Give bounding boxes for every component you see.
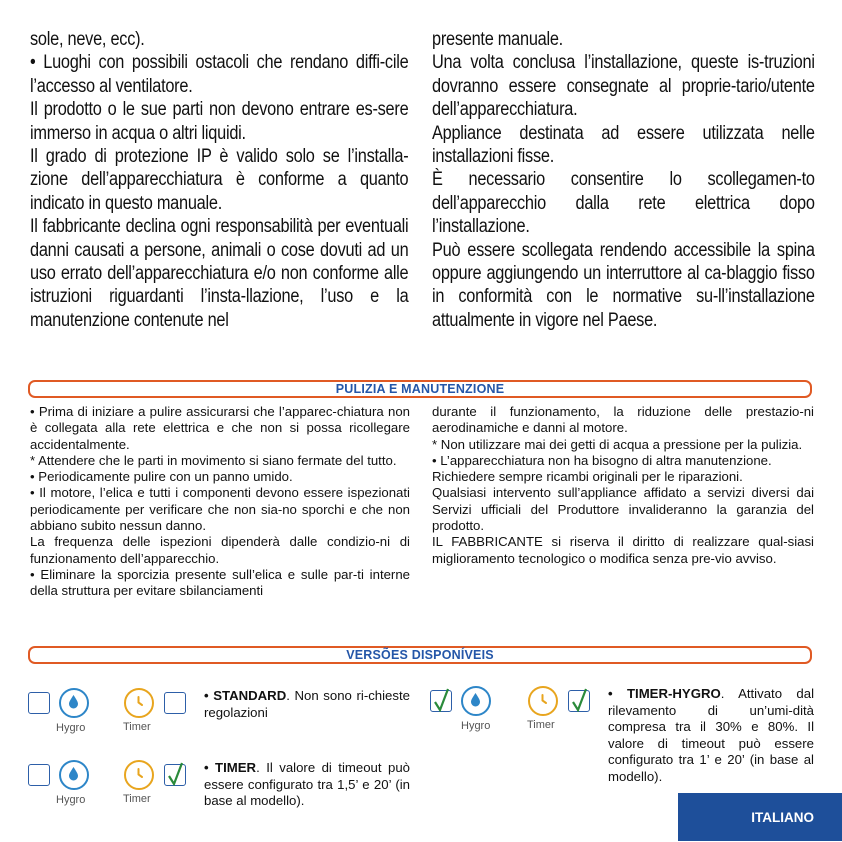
timer-checkbox bbox=[568, 690, 590, 712]
language-tab: ITALIANO bbox=[678, 793, 842, 841]
top-right-column bbox=[432, 28, 815, 332]
timer-checkbox bbox=[164, 764, 186, 786]
hygro-checkbox bbox=[28, 692, 50, 714]
version-desc: . Il valore di timeout può essere configurato tra 1,5’ e 20’ (in base al modello). bbox=[204, 760, 410, 808]
top-left-column bbox=[30, 28, 408, 332]
version-icons-timer bbox=[28, 760, 198, 810]
paragraph: Il fabbricante declina ogni responsabilità per eventuali danni causati a persone, animali o cose dovuti ad un uso errato dell’apparecchiatura e/o non conforme alle istruzioni riguardanti l’insta-llazione, l’uso e la manutenzione contenute nel bbox=[30, 216, 409, 331]
pulizia-right-column bbox=[432, 404, 814, 567]
paragraph: La frequenza delle ispezioni dipenderà dalle condizio-ni di funzionamento dell’apparecchio. bbox=[30, 534, 410, 566]
paragraph: • Luoghi con possibili ostacoli che rendano diffi-cile l’accesso al ventilatore. bbox=[30, 52, 409, 97]
hygro-checkbox bbox=[28, 764, 50, 786]
version-text-timer-hygro bbox=[608, 686, 814, 785]
version-name: • TIMER bbox=[204, 760, 257, 775]
paragraph: Il prodotto o le sue parti non devono entrare es-sere immerso in acqua o altri liquidi. bbox=[30, 99, 409, 144]
version-text-standard bbox=[204, 688, 410, 721]
pulizia-left-column bbox=[30, 404, 410, 600]
timer-checkbox bbox=[164, 692, 186, 714]
paragraph: IL FABBRICANTE si riserva il diritto di realizzare qual-siasi miglioramento tecnologico o modifica senza pre-vio avviso. bbox=[432, 534, 814, 566]
water-drop-icon bbox=[59, 760, 89, 790]
version-desc: . Non sono ri-chieste regolazioni bbox=[204, 688, 410, 720]
paragraph: • L’apparecchiatura non ha bisogno di altra manutenzione. bbox=[432, 452, 772, 468]
clock-icon bbox=[124, 688, 154, 718]
paragraph: • Periodicamente pulire con un panno umido. bbox=[30, 469, 293, 485]
timer-label: Timer bbox=[123, 721, 151, 733]
paragraph: Appliance destinata ad essere utilizzata nelle installazioni fisse. bbox=[432, 122, 815, 168]
paragraph: Il grado di protezione IP è valido solo se l’installa-zione dell’apparecchiatura è conforme a quanto indicato in questo manuale. bbox=[30, 146, 409, 214]
timer-label: Timer bbox=[123, 793, 151, 805]
paragraph: Qualsiasi intervento sull’appliance affidato a servizi diversi dai Servizi ufficiali del Produttore invalideranno la garanzia del prodotto. bbox=[432, 485, 814, 534]
paragraph: È necessario consentire lo scollegamen-to dell’apparecchio dalla rete elettrica dopo l’installazione. bbox=[432, 169, 815, 238]
version-desc: . Attivato dal rilevamento di un’umi-dità compresa tra il 30% e 80%. Il valore di timeout può essere configurato tra 1’ e 20’ (in base al modello). bbox=[608, 686, 815, 784]
version-name: • STANDARD bbox=[204, 688, 287, 703]
paragraph: durante il funzionamento, la riduzione delle prestazio-ni aerodinamiche e danni al motore. bbox=[432, 404, 814, 436]
section-title-versioni: VERSÕES DISPONÍVEIS bbox=[28, 646, 812, 664]
paragraph: * Non utilizzare mai dei getti di acqua a pressione per la pulizia. bbox=[432, 436, 803, 452]
hygro-checkbox bbox=[430, 690, 452, 712]
clock-icon bbox=[528, 686, 558, 716]
version-icons-timer-hygro bbox=[430, 686, 600, 736]
version-name: • TIMER-HYGRO bbox=[608, 686, 721, 701]
section-title-pulizia: PULIZIA E MANUTENZIONE bbox=[28, 380, 812, 398]
timer-label: Timer bbox=[527, 719, 555, 731]
paragraph: • Prima di iniziare a pulire assicurarsi che l’apparec-chiatura non è collegata alla rete elettrica e che non si possa ricollegare accidentalmente. bbox=[30, 404, 410, 452]
paragraph: sole, neve, ecc). bbox=[30, 29, 145, 50]
water-drop-icon bbox=[59, 688, 89, 718]
paragraph: • Il motore, l’elica e tutti i componenti devono essere ispezionati periodicamente per verificare che non sia-no sporchi e che non abbiano subito nessun danno. bbox=[30, 485, 410, 534]
version-icons-standard bbox=[28, 688, 198, 738]
hygro-label: Hygro bbox=[461, 720, 491, 732]
hygro-label: Hygro bbox=[56, 722, 86, 734]
version-text-timer bbox=[204, 760, 410, 810]
water-drop-icon bbox=[461, 686, 491, 716]
paragraph: Una volta conclusa l’installazione, queste is-truzioni dovranno essere consegnate al proprie-tario/utente dell’apparecchiatura. bbox=[432, 52, 815, 121]
clock-icon bbox=[124, 760, 154, 790]
paragraph: Può essere scollegata rendendo accessibile la spina oppure aggiungendo un interruttore al ca-blaggio fisso in conformità con le normative su-ll’installazione attualmente in vigore nel Paese. bbox=[432, 239, 815, 331]
paragraph: presente manuale. bbox=[432, 29, 563, 50]
paragraph: • Eliminare la sporcizia presente sull’elica e sulle par-ti interne della struttura per evitare sbilanciamenti bbox=[30, 566, 410, 599]
paragraph: * Attendere che le parti in movimento si siano fermate del tutto. bbox=[30, 452, 397, 468]
hygro-label: Hygro bbox=[56, 794, 86, 806]
paragraph: Richiedere sempre ricambi originali per le riparazioni. bbox=[432, 469, 743, 485]
